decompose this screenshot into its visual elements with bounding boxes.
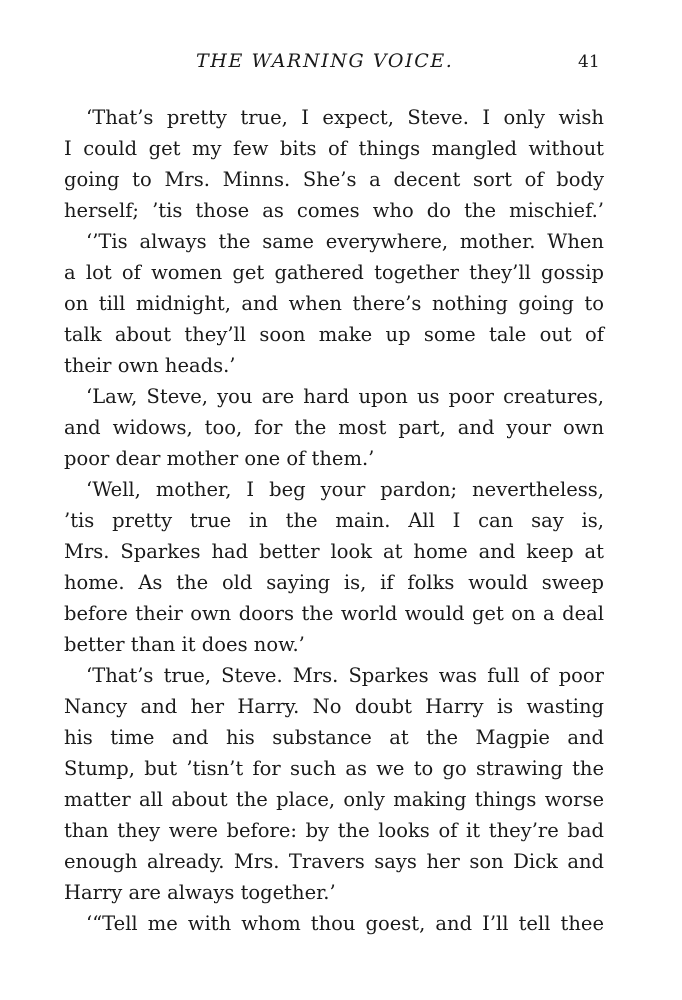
running-title: THE WARNING VOICE. — [196, 50, 454, 72]
text-line: better than it does now.’ — [64, 633, 305, 656]
text-line: than they were before: by the looks of it they’re bad — [64, 819, 604, 842]
text-line: home. As the old saying is, if folks would sweep — [64, 571, 604, 594]
text-line: Nancy and her Harry. No doubt Harry is wasting — [64, 695, 604, 718]
text-line: talk about they’ll soon make up some tale out of — [64, 323, 604, 346]
text-line: matter all about the place, only making things worse — [64, 788, 604, 811]
text-line: ’tis pretty true in the main. All I can say is, — [64, 509, 604, 532]
paragraph — [64, 102, 604, 226]
paragraph — [64, 226, 604, 381]
text-line: Harry are always together.’ — [64, 881, 336, 904]
text-line: ‘That’s pretty true, I expect, Steve. I only wish — [86, 106, 604, 129]
text-line: Mrs. Sparkes had better look at home and keep at — [64, 540, 604, 563]
text-line: enough already. Mrs. Travers says her son Dick and — [64, 850, 604, 873]
text-line: ‘Law, Steve, you are hard upon us poor creatures, — [86, 385, 604, 408]
text-line: a lot of women get gathered together they’ll gossip — [64, 261, 604, 284]
text-line: I could get my few bits of things mangled without — [64, 137, 604, 160]
text-line: ‘That’s true, Steve. Mrs. Sparkes was full of poor — [86, 664, 604, 687]
paragraph — [64, 474, 604, 660]
text-line: before their own doors the world would get on a deal — [64, 602, 604, 625]
text-line: and widows, too, for the most part, and your own — [64, 416, 604, 439]
text-line: on till midnight, and when there’s nothing going to — [64, 292, 604, 315]
text-line: his time and his substance at the Magpie and — [64, 726, 604, 749]
text-line: Stump, but ’tisn’t for such as we to go strawing the — [64, 757, 604, 780]
running-header — [0, 50, 682, 76]
body-text — [64, 102, 604, 939]
paragraph — [64, 381, 604, 474]
text-line: their own heads.’ — [64, 354, 236, 377]
text-line: ‘’Tis always the same everywhere, mother. When — [86, 230, 604, 253]
paragraph — [64, 660, 604, 908]
text-line: poor dear mother one of them.’ — [64, 447, 375, 470]
page-number: 41 — [578, 52, 600, 72]
text-line: going to Mrs. Minns. She’s a decent sort of body — [64, 168, 604, 191]
text-line: ‘“Tell me with whom thou goest, and I’ll tell thee — [86, 912, 604, 935]
text-line: herself; ’tis those as comes who do the mischief.’ — [64, 199, 604, 222]
paragraph — [64, 908, 604, 939]
text-line: ‘Well, mother, I beg your pardon; nevertheless, — [86, 478, 604, 501]
